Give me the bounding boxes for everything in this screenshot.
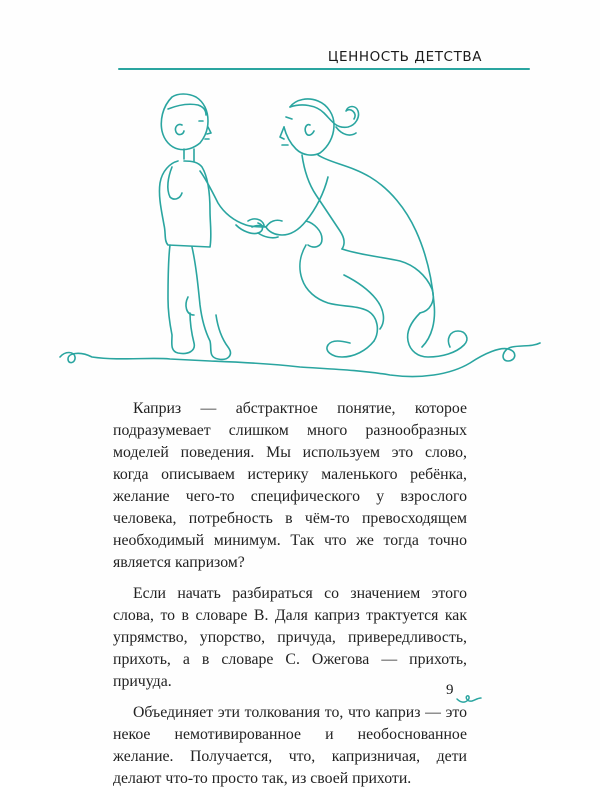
ground-line bbox=[60, 343, 540, 377]
body-text bbox=[113, 398, 467, 799]
header-rule bbox=[118, 68, 530, 70]
child-leg-front bbox=[192, 247, 230, 359]
mother-hair bbox=[290, 105, 359, 135]
page-number: 9 bbox=[446, 682, 454, 698]
mother-knee bbox=[300, 245, 377, 341]
mother-ear bbox=[305, 125, 314, 136]
page-number-flourish-icon bbox=[456, 693, 482, 705]
mother-arm bbox=[266, 177, 328, 235]
paragraph-2: Если начать разбираться со значением этого слова, то в словаре В. Даля каприз трактуется как упрямство, упорство, причуда, привередливость, прихоть, а в словаре С. Ожегова — прихоть, причуда. bbox=[113, 585, 467, 690]
child-torso bbox=[159, 161, 210, 247]
child-neck bbox=[184, 149, 194, 161]
running-head-title: ЦЕННОСТЬ ДЕТСТВА bbox=[327, 49, 483, 65]
paragraph-3: Объединяет эти толкования то, что каприз — это некое немотивированное и необоснованное желание. Получается, что, капризничая, дети делают что-то просто так, из своей прихоти. bbox=[113, 704, 467, 787]
child-ear bbox=[175, 124, 184, 134]
mother-forearm-loop bbox=[306, 221, 322, 247]
mother-heel bbox=[408, 313, 467, 357]
child-hair bbox=[168, 104, 206, 115]
child-sleeve bbox=[168, 167, 182, 199]
mother-front bbox=[302, 155, 344, 249]
mother-and-child-illustration bbox=[60, 85, 540, 405]
mother-inner-leg bbox=[344, 275, 383, 329]
paragraph-1: Каприз — абстрактное понятие, которое подразумевает слишком много разнообразных моделей поведения. Мы используем это слово, когда описываем истерику маленького ребёнка, желание чего-то специфического у взрослого человека, потребность в чём-то превосходящем необходимый минимум. Так что же тогда точно является капризом? bbox=[113, 400, 467, 571]
mother-head bbox=[284, 99, 334, 155]
mother-back bbox=[318, 155, 435, 347]
mother-shin bbox=[327, 341, 374, 357]
child-leg-back bbox=[168, 245, 194, 354]
child-head bbox=[161, 94, 208, 150]
